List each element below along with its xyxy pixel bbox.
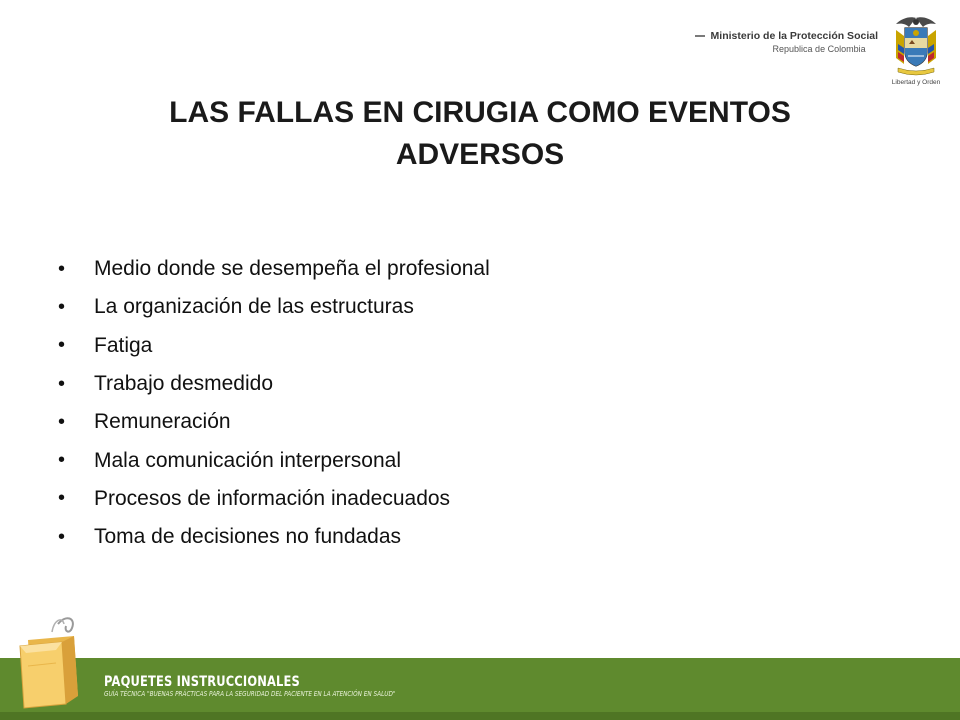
slide-title-line-1: LAS FALLAS EN CIRUGIA COMO EVENTOS [169,96,791,129]
ministry-subtitle: Republica de Colombia [772,44,866,54]
bullet-dot: • [58,372,66,395]
colombia-coat-of-arms-icon [890,14,942,84]
bullet-item [58,250,490,288]
ministry-dash-decoration [695,35,705,37]
footer-subtitle: GUÍA TÉCNICA "BUENAS PRÁCTICAS PARA LA SEGURIDAD DEL PACIENTE EN LA ATENCIÓN EN SALUD" [104,690,396,698]
bullet-text: Fatiga [94,333,153,357]
paper-bag-graphic [6,610,92,710]
bullet-dot: • [58,525,66,548]
bullet-item [58,518,490,556]
bullet-text: Toma de decisiones no fundadas [94,525,402,549]
ministry-line [695,30,878,42]
bullet-text: Remuneración [94,410,231,434]
bullet-item [58,288,490,326]
bullet-dot: • [58,449,66,472]
paper-bag-icon [6,610,92,710]
slide-title [60,92,900,176]
ministry-text-block [695,30,878,54]
bullet-item [58,327,490,365]
seal-motto: Libertad y Orden [891,79,941,86]
bullet-dot: • [58,487,66,510]
bullet-text: Trabajo desmedido [94,372,273,396]
bullet-dot: • [58,410,66,433]
bullet-item [58,441,490,479]
footer-title: PAQUETES INSTRUCCIONALES [104,674,300,690]
bullet-dot: • [58,257,66,280]
coat-of-arms-graphic [890,14,942,76]
bullet-dot: • [58,295,66,318]
bullet-item [58,403,490,441]
slide-title-line-2: ADVERSOS [395,138,565,171]
bullet-text: La organización de las estructuras [94,295,414,319]
footer-band-shade [0,712,960,720]
bullet-item [58,365,490,403]
bullet-item [58,480,490,518]
bullet-text: Mala comunicación interpersonal [94,448,401,472]
bullet-dot: • [58,334,66,357]
bullet-text: Procesos de información inadecuados [94,486,451,510]
ministry-logo [695,14,942,84]
bullet-list [58,250,490,556]
bullet-text: Medio donde se desempeña el profesional [94,257,490,281]
ministry-name: Ministerio de la Protección Social [710,30,878,42]
